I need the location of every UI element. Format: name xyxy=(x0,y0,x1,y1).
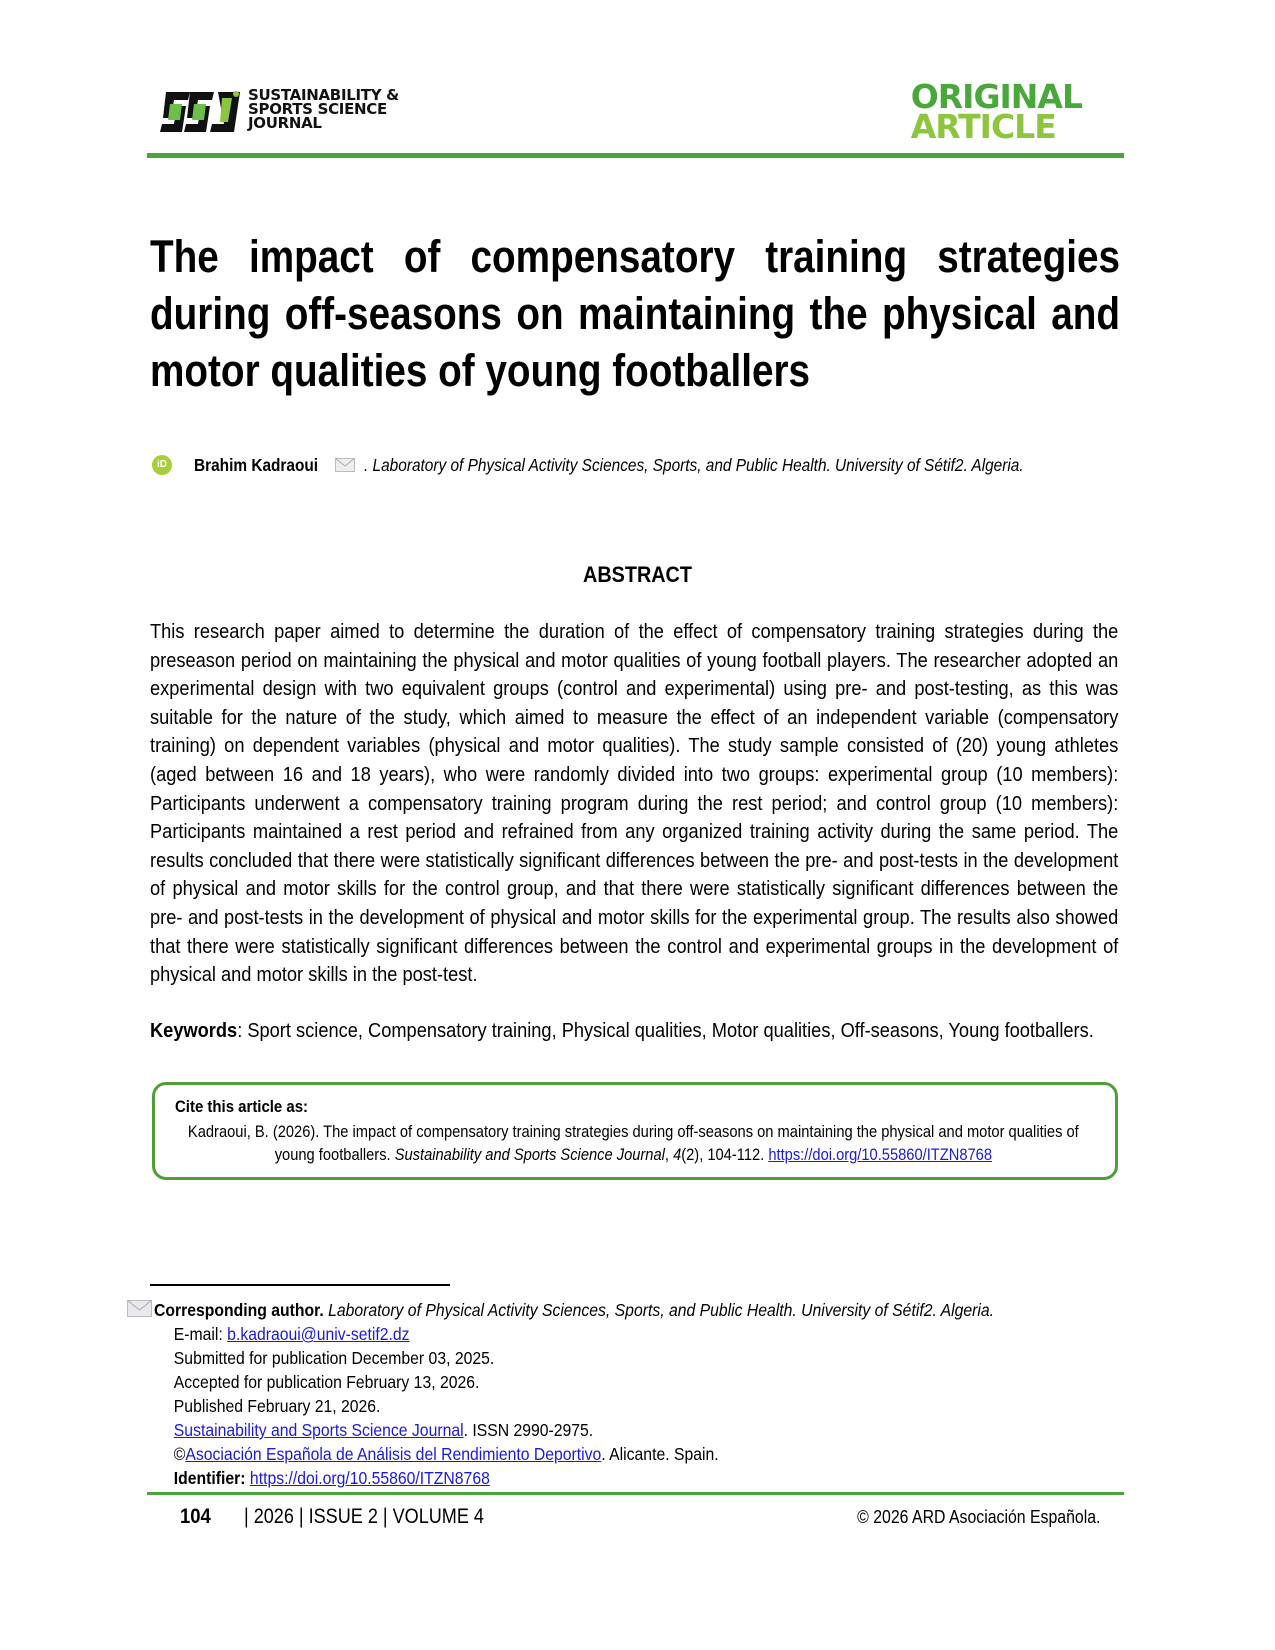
keywords xyxy=(150,1017,1118,1046)
abstract-body: This research paper aimed to determine the duration of the effect of compensatory training strategies during the preseason period on maintaining the physical and motor qualities of young football players. The researcher adopted an experimental design with two equivalent groups (control and experimental) using pre- and post-testing, as this was suitable for the nature of the study, which aimed to measure the effect of an independent variable (compensatory training) on dependent variables (physical and motor qualities). The study sample consisted of (20) young athletes (aged between 16 and 18 years), who were randomly divided into two groups: experimental group (10 members): Participants underwent a compensatory training program during the rest period; and control group (10 members): Participants maintained a rest period and refrained from any organized training activity during the same period. The results concluded that there were statistically significant differences between the pre- and post-tests in the development of physical and motor skills for the control group, and that there were statistically significant differences between the pre- and post-tests in the development of physical and motor skills for the experimental group. The results also showed that there were statistically significant differences between the control and experimental groups in the development of physical and motor skills in the post-test. xyxy=(150,620,1119,987)
cite-volume: 4 xyxy=(673,1146,682,1164)
keywords-label: Keywords xyxy=(150,1019,238,1042)
issn: . ISSN 2990-2975. xyxy=(463,1420,594,1440)
journal-link[interactable]: Sustainability and Sports Science Journal xyxy=(173,1420,464,1440)
author-name: Brahim Kadraoui xyxy=(194,455,319,475)
journal-name: SUSTAINABILITY & SPORTS SCIENCE JOURNAL xyxy=(248,86,399,132)
email-link[interactable]: b.kadraoui@univ-setif2.dz xyxy=(227,1324,410,1344)
orcid-icon[interactable]: iD xyxy=(152,455,172,475)
footer-copyright: © 2026 ARD Asociación Española. xyxy=(856,1507,1100,1527)
page-number: 104 xyxy=(180,1505,211,1528)
published-date: Published February 21, 2026. xyxy=(173,1396,381,1416)
paper-title: The impact of compensatory training strategies during off-seasons on maintaining the physical and motor qualities of young footballers xyxy=(150,231,1121,396)
article-type-badge: ORIGINAL ARTICLE xyxy=(910,77,1082,146)
cite-doi-link[interactable]: https://doi.org/10.55860/ITZN8768 xyxy=(768,1146,993,1164)
author-row xyxy=(152,455,1112,479)
header-rule xyxy=(147,153,1124,158)
corresponding-affiliation: Laboratory of Physical Activity Sciences, Sports, and Public Health. University of Sétif2. Algeria. xyxy=(323,1300,995,1320)
footnote: Corresponding author. Laboratory of Physical Activity Sciences, Sports, and Public Health. University of Sétif2. Algeria. E-mail: b.kadraoui@univ-setif2.dz Submitted for publication December 03, 2025. Accepted for publication February 13, 2026. Published February 21, 2026. Sustainability and Sports Science Journal. ISSN 2990-2975. ©Asociación Española de Análisis del Rendimiento Deportivo. Alicante. Spain. Identifier: https://doi.org/10.55860/ITZN8768 xyxy=(127,1298,1127,1490)
author-affiliation: . Laboratory of Physical Activity Sciences, Sports, and Public Health. University of Sétif2. Algeria. xyxy=(364,455,1024,475)
envelope-icon[interactable] xyxy=(335,458,355,472)
keywords-list: : Sport science, Compensatory training, Physical qualities, Motor qualities, Off-seasons, Young footballers. xyxy=(237,1019,1094,1042)
cite-journal: Sustainability and Sports Science Journal xyxy=(394,1146,665,1164)
footer-rule xyxy=(147,1492,1124,1495)
issue-info: | 2026 | ISSUE 2 | VOLUME 4 xyxy=(244,1505,484,1528)
identifier-link[interactable]: https://doi.org/10.55860/ITZN8768 xyxy=(249,1468,490,1488)
identifier-label: Identifier: xyxy=(173,1468,250,1488)
ssj-logo-icon xyxy=(160,90,242,134)
cite-text: Kadraoui, B. (2026). The impact of compensatory training strategies during off-seasons on maintaining the physical and motor qualities of young footballers. Sustainability and Sports Science Journal, 4(2), 104-112. https://doi.org/10.55860/ITZN8768 xyxy=(187,1123,1079,1164)
accepted-date: Accepted for publication February 13, 2026. xyxy=(173,1372,480,1392)
submitted-date: Submitted for publication December 03, 2025. xyxy=(173,1348,495,1368)
cite-heading: Cite this article as: xyxy=(175,1097,309,1116)
corresponding-author-label: Corresponding author. xyxy=(154,1300,324,1320)
association-link[interactable]: Asociación Española de Análisis del Rendimiento Deportivo xyxy=(185,1444,602,1464)
abstract-heading: ABSTRACT xyxy=(583,562,692,587)
page-footer xyxy=(180,1505,1100,1535)
cite-box xyxy=(152,1082,1118,1180)
journal-logo xyxy=(160,88,450,136)
footnote-rule xyxy=(150,1284,450,1286)
